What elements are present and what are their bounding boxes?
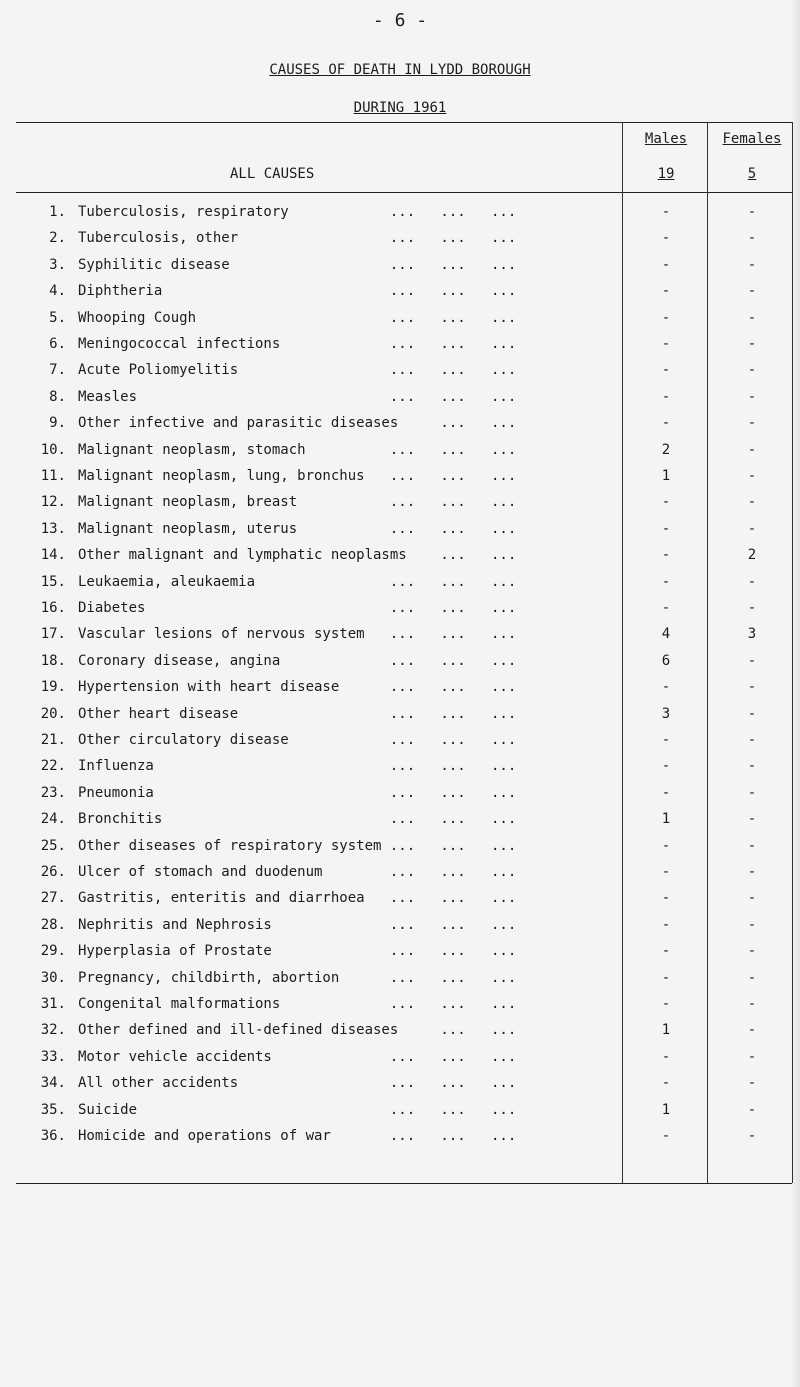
cause-label: Nephritis and Nephrosis ... ... ...: [78, 916, 517, 933]
page-number: - 6 -: [372, 10, 428, 31]
row-number: 28.: [40, 916, 66, 933]
table-row: [0, 1049, 800, 1075]
cause-label: Other defined and ill-defined diseases ... ...: [78, 1022, 517, 1039]
males-count: -: [661, 1128, 671, 1144]
cause-label: Malignant neoplasm, breast ... ... ...: [78, 494, 517, 511]
males-count: -: [661, 573, 671, 590]
row-number: 27.: [40, 890, 66, 907]
males-count: -: [661, 916, 671, 933]
females-count: -: [747, 705, 757, 722]
row-number: 22.: [40, 758, 66, 775]
males-count: 1: [661, 1022, 671, 1039]
row-number: 10.: [40, 441, 66, 458]
table-row: [0, 521, 800, 547]
table-row: [0, 468, 800, 494]
males-count: -: [661, 336, 671, 352]
males-count: -: [661, 494, 671, 511]
females-count: -: [747, 573, 757, 590]
row-number: 3.: [49, 256, 66, 273]
document-subtitle: DURING 1961: [353, 100, 447, 116]
females-count: -: [747, 520, 757, 537]
table-row: [0, 415, 800, 441]
row-number: 13.: [40, 520, 66, 537]
males-count: -: [661, 758, 671, 775]
females-count: -: [747, 943, 757, 960]
cause-label: Suicide ... ... ...: [78, 1101, 517, 1118]
females-count: -: [747, 283, 757, 300]
cause-label: Vascular lesions of nervous system ... ... ...: [78, 626, 517, 643]
table-row: [0, 996, 800, 1022]
females-count: -: [747, 1022, 757, 1039]
males-count: -: [661, 837, 671, 854]
table-row: [0, 600, 800, 626]
females-count: -: [747, 784, 757, 801]
row-number: 9.: [49, 415, 66, 432]
table-row: [0, 1102, 800, 1128]
row-number: 5.: [49, 309, 66, 326]
row-number: 35.: [40, 1101, 66, 1118]
table-row: [0, 1128, 800, 1154]
row-number: 24.: [40, 811, 66, 828]
row-number: 26.: [40, 864, 66, 880]
table-row: [0, 811, 800, 837]
row-number: 25.: [40, 837, 66, 854]
females-count: -: [747, 1075, 757, 1092]
table-row: [0, 310, 800, 336]
cause-label: Bronchitis ... ... ...: [78, 811, 517, 828]
row-number: 31.: [40, 996, 66, 1012]
females-count: -: [747, 837, 757, 854]
table-row: [0, 1075, 800, 1101]
females-count: -: [747, 969, 757, 986]
males-count: 4: [661, 626, 671, 643]
row-number: 14.: [40, 547, 66, 564]
document-title: CAUSES OF DEATH IN LYDD BOROUGH: [269, 62, 531, 78]
row-number: 4.: [49, 283, 66, 300]
cause-label: Pregnancy, childbirth, abortion ... ... ...: [78, 969, 517, 986]
row-number: 16.: [40, 600, 66, 616]
row-number: 17.: [40, 626, 66, 643]
table-row: [0, 362, 800, 388]
row-number: 20.: [40, 705, 66, 722]
females-count: -: [747, 890, 757, 907]
males-total: 19: [657, 166, 675, 182]
males-count: -: [661, 520, 671, 537]
table-row: [0, 389, 800, 415]
cause-label: Other infective and parasitic diseases ... ...: [78, 415, 517, 432]
cause-label: Measles ... ... ...: [78, 388, 517, 405]
males-count: -: [661, 996, 671, 1012]
females-count: -: [747, 1101, 757, 1118]
table-row: [0, 706, 800, 732]
table-row: [0, 917, 800, 943]
table-row: [0, 442, 800, 468]
males-count: 1: [661, 811, 671, 828]
row-number: 29.: [40, 943, 66, 960]
cause-label: Malignant neoplasm, lung, bronchus ... ... ...: [78, 468, 517, 484]
row-number: 36.: [40, 1128, 66, 1144]
females-count: -: [747, 916, 757, 933]
cause-label: Hypertension with heart disease ... ... ...: [78, 679, 517, 696]
header-bottom-rule: [16, 192, 792, 193]
table-row: [0, 732, 800, 758]
cause-label: Pneumonia ... ... ...: [78, 784, 517, 801]
cause-label: Tuberculosis, other ... ... ...: [78, 230, 517, 247]
table-row: [0, 838, 800, 864]
males-count: -: [661, 309, 671, 326]
females-count: -: [747, 309, 757, 326]
males-count: -: [661, 256, 671, 273]
row-number: 19.: [40, 679, 66, 696]
row-number: 12.: [40, 494, 66, 511]
females-count: -: [747, 441, 757, 458]
females-count: -: [747, 864, 757, 880]
females-count: -: [747, 468, 757, 484]
cause-label: Malignant neoplasm, uterus ... ... ...: [78, 520, 517, 537]
cause-label: Leukaemia, aleukaemia ... ... ...: [78, 573, 517, 590]
cause-label: All other accidents ... ... ...: [78, 1075, 517, 1092]
females-count: -: [747, 204, 757, 220]
row-number: 32.: [40, 1022, 66, 1039]
males-count: -: [661, 283, 671, 300]
females-count: 3: [747, 626, 757, 643]
males-count: 3: [661, 705, 671, 722]
row-number: 30.: [40, 969, 66, 986]
females-count: -: [747, 1048, 757, 1065]
cause-label: Congenital malformations ... ... ...: [78, 996, 517, 1012]
females-count: -: [747, 415, 757, 432]
row-number: 21.: [40, 732, 66, 748]
cause-label: Diabetes ... ... ...: [78, 600, 517, 616]
row-number: 15.: [40, 573, 66, 590]
males-count: -: [661, 943, 671, 960]
males-count: -: [661, 600, 671, 616]
females-count: -: [747, 758, 757, 775]
row-number: 2.: [49, 230, 66, 247]
cause-label: Whooping Cough ... ... ...: [78, 309, 517, 326]
males-count: -: [661, 547, 671, 564]
females-count: -: [747, 1128, 757, 1144]
causes-column-header: ALL CAUSES: [230, 166, 315, 182]
row-number: 8.: [49, 388, 66, 405]
row-number: 23.: [40, 784, 66, 801]
females-count: -: [747, 230, 757, 247]
females-count: -: [747, 996, 757, 1012]
table-row: [0, 785, 800, 811]
table-row: [0, 970, 800, 996]
males-count: 1: [661, 468, 671, 484]
row-number: 33.: [40, 1048, 66, 1065]
males-count: -: [661, 388, 671, 405]
cause-label: Acute Poliomyelitis ... ... ...: [78, 362, 517, 379]
row-number: 34.: [40, 1075, 66, 1092]
females-count: -: [747, 336, 757, 352]
cause-label: Malignant neoplasm, stomach ... ... ...: [78, 441, 517, 458]
males-count: -: [661, 679, 671, 696]
males-column-header: Males: [644, 131, 688, 147]
males-count: 2: [661, 441, 671, 458]
cause-label: Meningococcal infections ... ... ...: [78, 336, 517, 352]
table-row: [0, 204, 800, 230]
females-count: -: [747, 732, 757, 748]
table-row: [0, 257, 800, 283]
table-row: [0, 758, 800, 784]
cause-label: Other diseases of respiratory system ... ... ...: [78, 837, 517, 854]
females-count: -: [747, 362, 757, 379]
table-row: [0, 1022, 800, 1048]
table-row: [0, 626, 800, 652]
males-count: 6: [661, 652, 671, 669]
males-count: 1: [661, 1101, 671, 1118]
cause-label: Other heart disease ... ... ...: [78, 705, 517, 722]
females-column-header: Females: [722, 131, 782, 147]
table-bottom-rule: [16, 1183, 792, 1184]
females-count: -: [747, 600, 757, 616]
females-count: -: [747, 256, 757, 273]
table-row: [0, 547, 800, 573]
males-count: -: [661, 890, 671, 907]
cause-label: Motor vehicle accidents ... ... ...: [78, 1048, 517, 1065]
row-number: 11.: [40, 468, 66, 484]
females-count: -: [747, 494, 757, 511]
table-row: [0, 574, 800, 600]
males-count: -: [661, 362, 671, 379]
males-count: -: [661, 732, 671, 748]
cause-label: Homicide and operations of war ... ... ...: [78, 1128, 517, 1144]
males-count: -: [661, 784, 671, 801]
table-row: [0, 494, 800, 520]
table-top-rule: [16, 122, 792, 123]
row-number: 6.: [49, 336, 66, 352]
males-count: -: [661, 230, 671, 247]
cause-label: Diphtheria ... ... ...: [78, 283, 517, 300]
row-number: 18.: [40, 652, 66, 669]
cause-label: Other malignant and lymphatic neoplasms ... ...: [78, 547, 517, 564]
table-row: [0, 230, 800, 256]
table-row: [0, 943, 800, 969]
males-count: -: [661, 1075, 671, 1092]
males-count: -: [661, 415, 671, 432]
females-count: -: [747, 811, 757, 828]
table-row: [0, 283, 800, 309]
cause-label: Hyperplasia of Prostate ... ... ...: [78, 943, 517, 960]
table-row: [0, 864, 800, 890]
table-row: [0, 336, 800, 362]
table-row: [0, 890, 800, 916]
cause-label: Coronary disease, angina ... ... ...: [78, 652, 517, 669]
females-count: -: [747, 388, 757, 405]
cause-label: Influenza ... ... ...: [78, 758, 517, 775]
females-count: -: [747, 652, 757, 669]
scan-shadow: [790, 0, 800, 1387]
males-count: -: [661, 1048, 671, 1065]
cause-label: Syphilitic disease ... ... ...: [78, 256, 517, 273]
row-number: 1.: [49, 204, 66, 220]
males-count: -: [661, 864, 671, 880]
table-row: [0, 653, 800, 679]
cause-label: Other circulatory disease ... ... ...: [78, 732, 517, 748]
cause-label: Gastritis, enteritis and diarrhoea ... ... ...: [78, 890, 517, 907]
females-count: -: [747, 679, 757, 696]
row-number: 7.: [49, 362, 66, 379]
males-count: -: [661, 204, 671, 220]
males-count: -: [661, 969, 671, 986]
females-count: 2: [747, 547, 757, 564]
cause-label: Ulcer of stomach and duodenum ... ... ...: [78, 864, 517, 880]
cause-label: Tuberculosis, respiratory ... ... ...: [78, 204, 517, 220]
females-total: 5: [747, 166, 757, 182]
table-row: [0, 679, 800, 705]
